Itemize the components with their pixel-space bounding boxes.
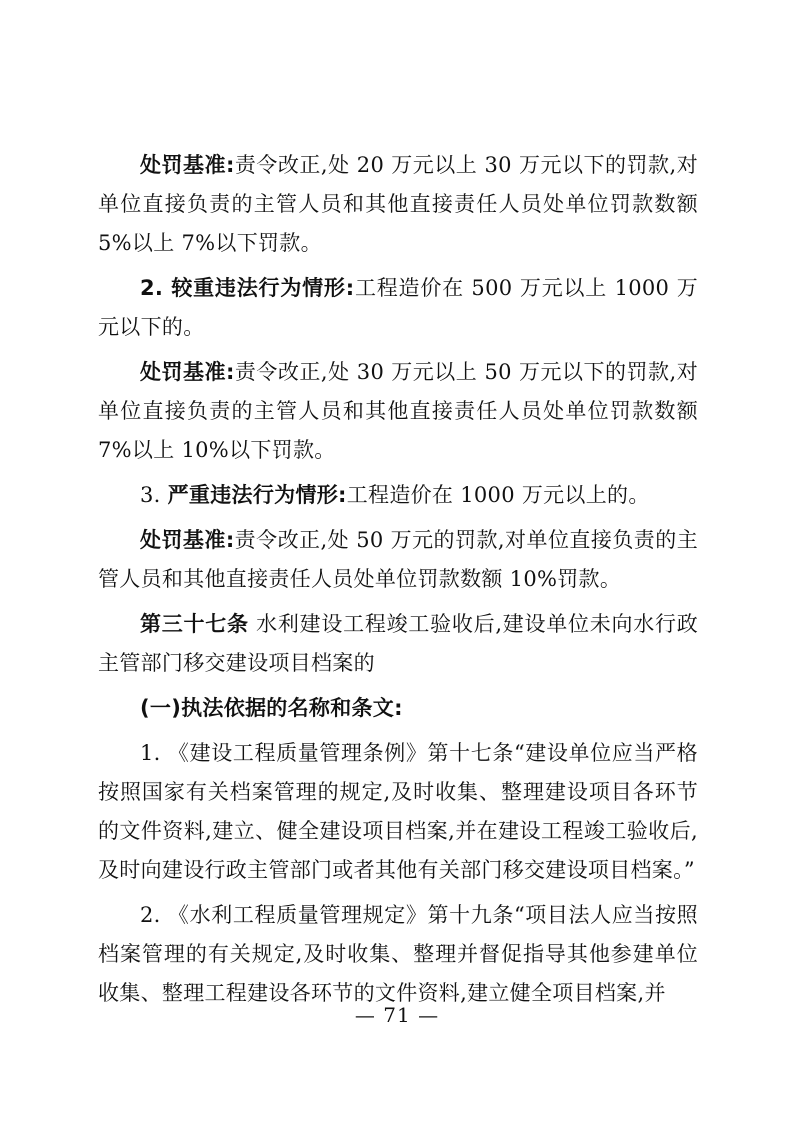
paragraph-severe-case [98,476,698,515]
paragraph-text: 1. 《建设工程质量管理条例》第十七条“建设单位应当严格按照国家有关档案管理的规定,及时收集、整理建设项目各环节的文件资料,建立、健全建设项目档案,并在建设工程竣工验收后,及时向建设行政主管部门或者其他有关部门移交建设项目档案。” [98,741,698,882]
lead-label: 较重违法行为情形: [171,276,355,300]
paragraph-text: 责令改正,处 20 万元以上 30 万元以下的罚款,对单位直接负责的主管人员和其他直接责任人员处单位罚款数额 5%以上 7%以下罚款。 [98,153,698,255]
paragraph-text: 责令改正,处 30 万元以上 50 万元以下的罚款,对单位直接负责的主管人员和其他直接责任人员处单位罚款数额 7%以上 10%以下罚款。 [98,360,698,462]
page-number: — 71 — [354,1003,440,1027]
lead-label: 严重违法行为情形: [167,483,347,507]
paragraph-article-37 [98,605,698,683]
paragraph-text: 工程造价在 1000 万元以上的。 [346,483,650,507]
paragraph-regulation-2 [98,896,698,1013]
section-heading-legal-basis [98,689,698,728]
lead-label: 处罚基准: [140,528,235,552]
paragraph-penalty-standard-2 [98,353,698,470]
paragraph-text: 责令改正,处 50 万元的罚款,对单位直接负责的主管人员和其他直接责任人员处单位罚款数额 10%罚款。 [98,528,698,591]
paragraph-penalty-standard-1 [98,146,698,263]
lead-label: 处罚基准: [140,153,235,177]
document-body [98,146,698,1013]
item-number: 2. [140,276,172,300]
paragraph-text: 工程造价在 500 万元以上 1000 万元以下的。 [98,276,698,339]
item-number: 3. [140,483,168,507]
paragraph-penalty-standard-3 [98,521,698,599]
article-label: 第三十七条 [140,612,249,636]
paragraph-serious-case [98,269,698,347]
paragraph-text: 2. 《水利工程质量管理规定》第十九条“项目法人应当按照档案管理的有关规定,及时收集、整理并督促指导其他参建单位收集、整理工程建设各环节的文件资料,建立健全项目档案,并 [98,903,698,1005]
paragraph-regulation-1 [98,734,698,890]
lead-label: 处罚基准: [140,360,235,384]
section-heading: (一)执法依据的名称和条文: [140,696,403,720]
paragraph-text: 水利建设工程竣工验收后,建设单位未向水行政主管部门移交建设项目档案的 [98,612,699,675]
